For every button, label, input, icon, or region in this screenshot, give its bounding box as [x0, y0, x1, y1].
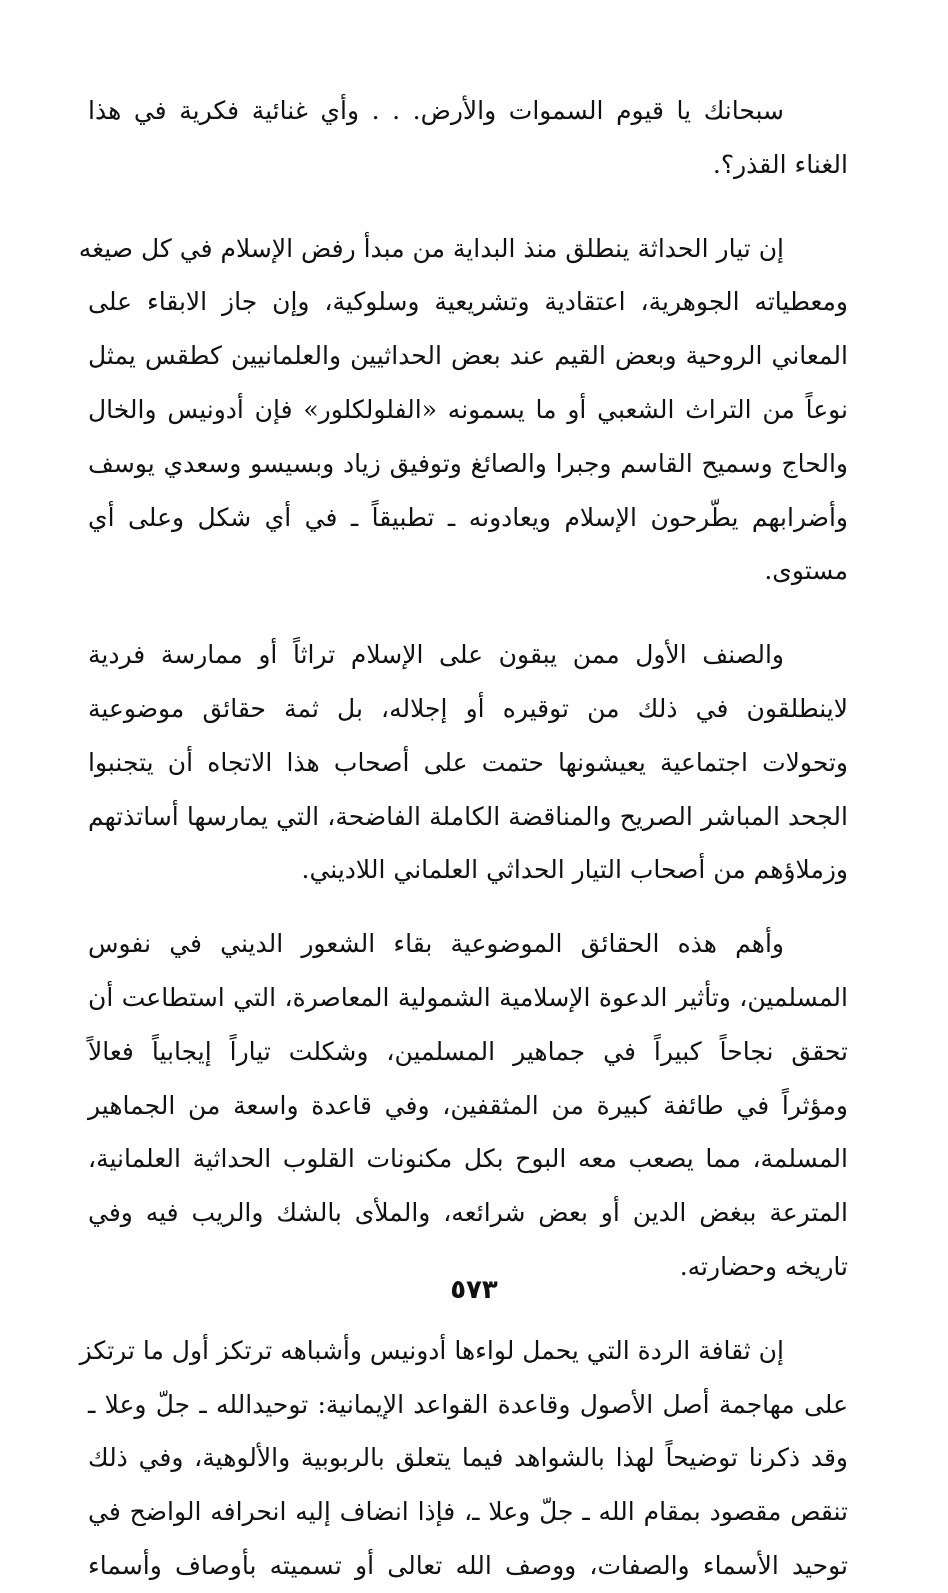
paragraph-gap [88, 192, 848, 222]
text-line: والحاج وسميح القاسم وجبرا والصائغ وتوفيق زياد وبسيسو وسعدي يوسف [88, 448, 848, 478]
text-line: تاريخه وحضارته. [679, 1251, 848, 1281]
text-line: وتحولات اجتماعية يعيشونها حتمت على أصحاب هذا الاتجاه أن يتجنبوا [88, 747, 848, 777]
text-line: توحيد الأسماء والصفات، ووصف الله تعالى أو تسميته بأوصاف وأسماء [88, 1550, 848, 1580]
paragraph-gap [88, 598, 848, 628]
paragraph-3 [88, 628, 848, 897]
text-line: الجحد المباشر الصريح والمناقضة الكاملة الفاضحة، التي يمارسها أساتذتهم [88, 801, 848, 831]
text-line: نوعاً من التراث الشعبي أو ما يسمونه «الفلولكلور» فإن أدونيس والخال [88, 394, 848, 424]
text-line: وأهم هذه الحقائق الموضوعية بقاء الشعور الديني في نفوس [88, 929, 784, 959]
paragraph-5 [79, 1324, 848, 1593]
text-line: المعاني الروحية وبعض القيم عند بعض الحداثيين والعلمانيين كطقس يمثل [88, 341, 848, 371]
text-line: إن تيار الحداثة ينطلق منذ البداية من مبدأ رفض الإسلام في كل صيغه [78, 233, 784, 263]
paragraph-4 [88, 917, 848, 1294]
paragraph-2 [78, 222, 848, 599]
paragraph-gap [88, 897, 848, 917]
text-line: الغناء القذر؟. [712, 149, 848, 179]
text-line: إن ثقافة الردة التي يحمل لواءها أدونيس وأشباهه ترتكز أول ما ترتكز [79, 1335, 784, 1365]
page-body [78, 84, 848, 1593]
text-line: تنقص مقصود بمقام الله ـ جلّ وعلا ـ، فإذا انضاف إليه انحرافه الواضح في [88, 1497, 848, 1527]
text-line: المسلمة، مما يصعب معه البوح بكل مكنونات القلوب الحداثية العلمانية، [88, 1144, 848, 1174]
text-line: سبحانك يا قيوم السموات والأرض. . . وأي غنائية فكرية في هذا [88, 96, 784, 125]
text-line: ومؤثراً في طائفة كبيرة من المثقفين، وفي قاعدة واسعة من الجماهير [88, 1090, 848, 1120]
text-line: ومعطياته الجوهرية، اعتقادية وتشريعية وسلوكية، وإن جاز الابقاء على [88, 287, 848, 317]
page-number: ٥٧٣ [450, 1275, 498, 1305]
text-line: لاينطلقون في ذلك من توقيره أو إجلاله، بل ثمة حقائق موضوعية [88, 693, 848, 723]
text-line: المترعة ببغض الدين أو بعض شرائعه، والملأى بالشك والريب فيه وفي [88, 1198, 848, 1228]
paragraph-1 [88, 84, 848, 192]
text-line: وزملاؤهم من أصحاب التيار الحداثي العلماني اللاديني. [301, 855, 848, 885]
text-line: مستوى. [764, 556, 848, 586]
text-line: تحقق نجاحاً كبيراً في جماهير المسلمين، وشكلت تياراً إيجابياً فعالاً [88, 1036, 848, 1066]
text-line: وقد ذكرنا توضيحاً لهذا بالشواهد فيما يتعلق بالربوبية والألوهية، وفي ذلك [88, 1443, 848, 1473]
text-line: والصنف الأول ممن يبقون على الإسلام تراثاً أو ممارسة فردية [88, 640, 784, 670]
text-line: على مهاجمة أصل الأصول وقاعدة القواعد الإيمانية: توحيدالله ـ جلّ وعلا ـ [88, 1389, 848, 1419]
text-line: المسلمين، وتأثير الدعوة الإسلامية الشمولية المعاصرة، التي استطاعت أن [88, 982, 848, 1012]
text-line: وأضرابهم يطّرحون الإسلام ويعادونه ـ تطبيقاً ـ في أي شكل وعلى أي [88, 502, 848, 532]
